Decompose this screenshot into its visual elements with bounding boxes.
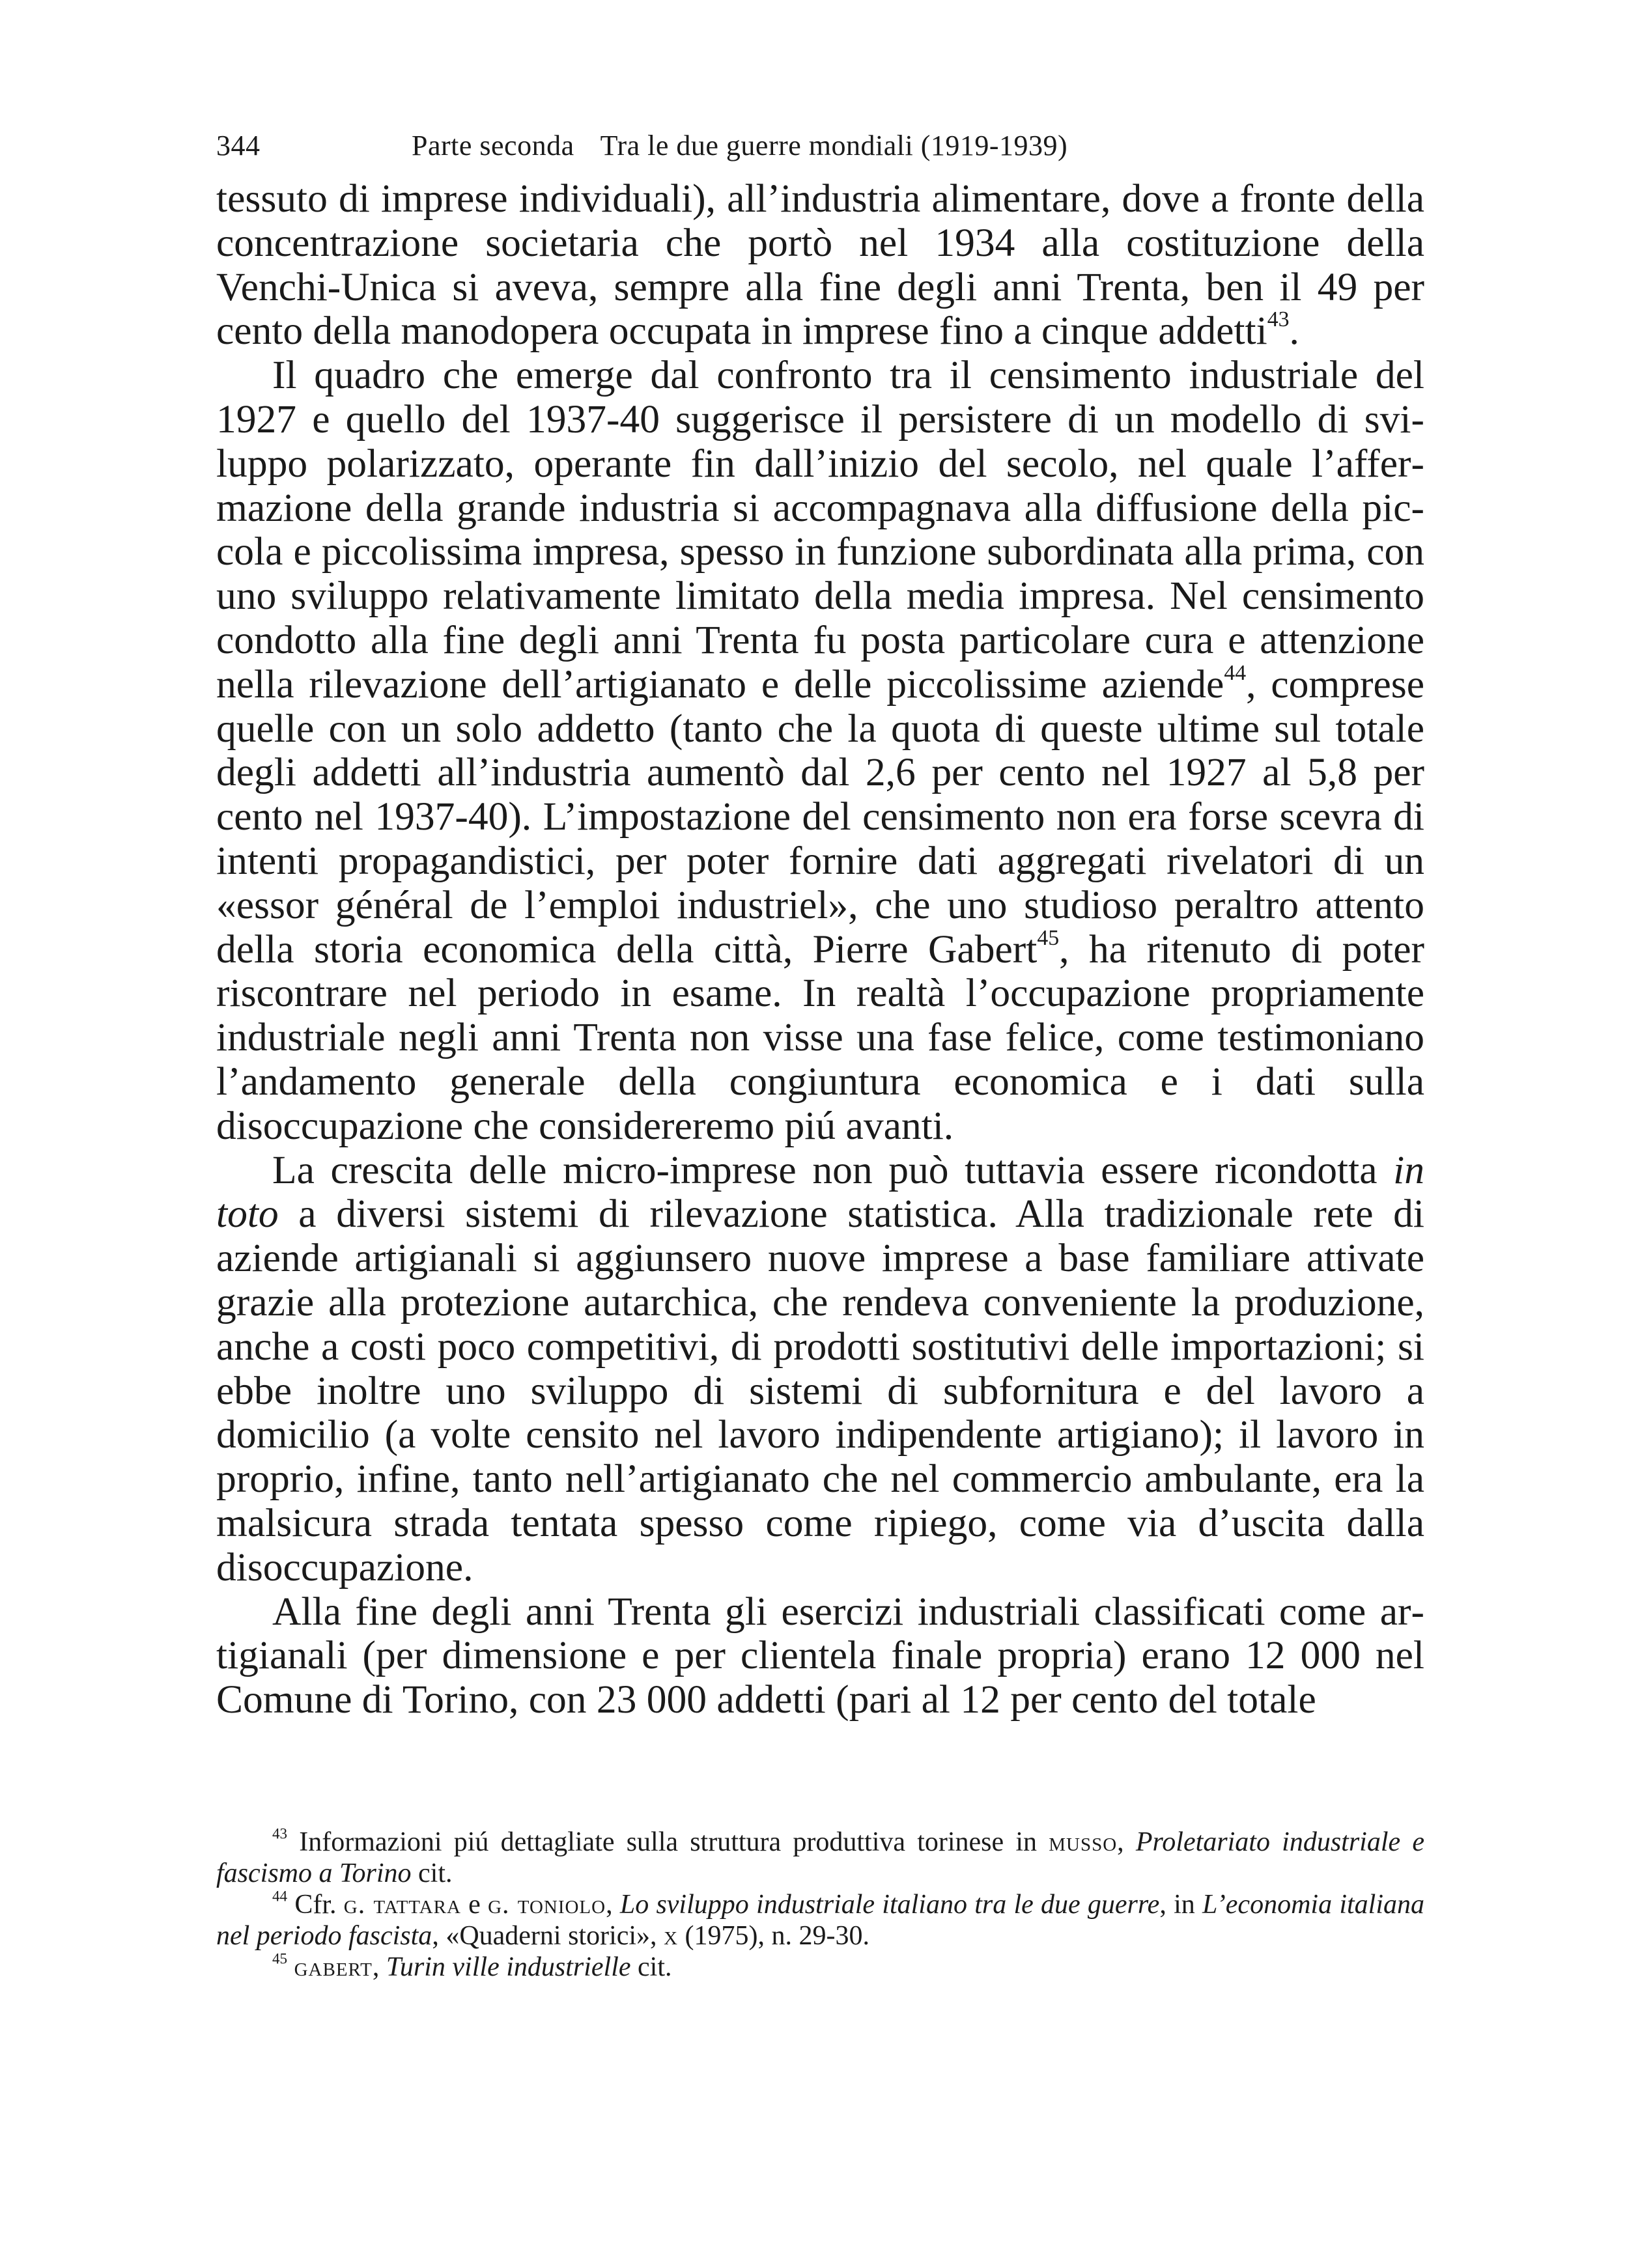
volume-number: x xyxy=(664,1921,679,1951)
author-name: gabert xyxy=(294,1952,373,1982)
footnote-45: $^{45}$ gabert, Turin ville industrielle cit. xyxy=(272,1950,672,1982)
footnote-44: $^{44}$ Cfr. g. tattara e g. toniolo, Lo sviluppo industriale italiano tra le due guerre, in L’economia italiana nel periodo fascista, «Quaderni storici», x (1975), n. 29-30. xyxy=(216,1887,1424,1951)
cited-title: Turin ville industrielle xyxy=(386,1952,631,1982)
part-label: Parte seconda xyxy=(412,130,574,161)
italic-phrase: in toto xyxy=(216,1147,1424,1237)
author-name: g. toniolo xyxy=(488,1890,606,1920)
body-text xyxy=(216,177,1424,1722)
cited-title: L’economia italiana nel periodo fascista xyxy=(216,1890,1424,1951)
page-number: 344 xyxy=(216,130,261,161)
footnote-ref-45[interactable]: 45 xyxy=(1037,925,1060,950)
author-name: musso xyxy=(1049,1827,1118,1857)
chapter-title: Tra le due guerre mondiali (1919-1939) xyxy=(600,130,1068,161)
paragraph-4: Alla fine degli anni Trenta gli esercizi industriali classificati come artigianali (per dimensione e per clientela finale propria) erano 12 000 nel Comune di Torino, con 23 000 addetti (pari al 12 per cento del totale xyxy=(216,1589,1424,1722)
footnote-ref-44[interactable]: 44 xyxy=(1224,660,1247,685)
paragraph-2: Il quadro che emerge dal confronto tra il censimento industriale del 1927 e quello del 1937-40 suggerisce il persistere di un modello di sviluppo polarizzato, operante fin dall’inizio del secolo, nel quale l’affermazione della grande industria si accompagnava alla diffusione della piccola e piccolissima impresa, spesso in funzione subordinata alla prima, con uno sviluppo relativamente limitato della media impresa. Nel censimento condotto alla fine degli anni Trenta fu posta particolare cura e attenzione nella rilevazione dell’artigianato e delle piccolissime aziende$^{44}$, comprese quelle con un solo addetto (tanto che la quota di queste ultime sul totale degli addetti all’industria aumentò dal 2,6 per cento nel 1927 al 5,8 per cento nel 1937-40). L’impostazione del censimento non era forse scevra di intenti propagandistici, per poter fornire dati aggregati rivelatori di un «essor général de l’emploi industriel», che uno studioso peraltro attento della storia economica della città, Pierre Gabert$^{45}$, ha ritenuto di poter riscontrare nel periodo in esame. In realtà l’occupazione propriamente industriale negli anni Trenta non visse una fase felice, come testimoniano l’andamento generale della congiuntura economica e i dati sulla disoccupazione che considereremo piú avanti. xyxy=(216,353,1424,1148)
footnote-43: $^{43}$ Informazioni piú dettagliate sulla struttura produttiva torinese in musso, Proletariato industriale e fascismo a Torino cit. xyxy=(216,1825,1424,1888)
paragraph-1: tessuto di imprese individuali), all’industria alimentare, dove a fronte della concentrazione societaria che portò nel 1934 alla costituzione della Venchi-Unica si aveva, sempre alla fine degli anni Trenta, ben il 49 per cento della manodopera occupata in imprese fino a cinque addetti$^{43}$. xyxy=(216,176,1424,354)
paragraph-3: La crescita delle micro-imprese non può tuttavia essere ricondotta in toto a diversi sistemi di rilevazione statistica. Alla tradizionale rete di aziende artigianali si aggiunsero nuove imprese a base familiare attivate grazie alla protezione autarchica, che rendeva conveniente la produzione, anche a costi poco competitivi, di prodotti sostitutivi delle importazioni; si ebbe inoltre uno sviluppo di sistemi di subfornitura e del lavoro a domicilio (a volte censito nel lavoro indipendente artigiano); il lavoro in proprio, infine, tanto nell’artigianato che nel commercio ambulante, era la malsicura strada tentata spesso come ripiego, come via d’uscita dalla disoccupazione. xyxy=(216,1147,1424,1589)
cited-title: Lo sviluppo industriale italiano tra le due guerre xyxy=(619,1890,1160,1920)
footnote-ref-43[interactable]: 43 xyxy=(1267,307,1290,332)
page xyxy=(216,117,1424,1722)
running-head xyxy=(216,117,1424,175)
cited-title: Proletariato industriale e fascismo a Torino xyxy=(216,1827,1424,1888)
footnotes xyxy=(216,1827,1424,1983)
author-name: g. tattara xyxy=(343,1890,461,1920)
